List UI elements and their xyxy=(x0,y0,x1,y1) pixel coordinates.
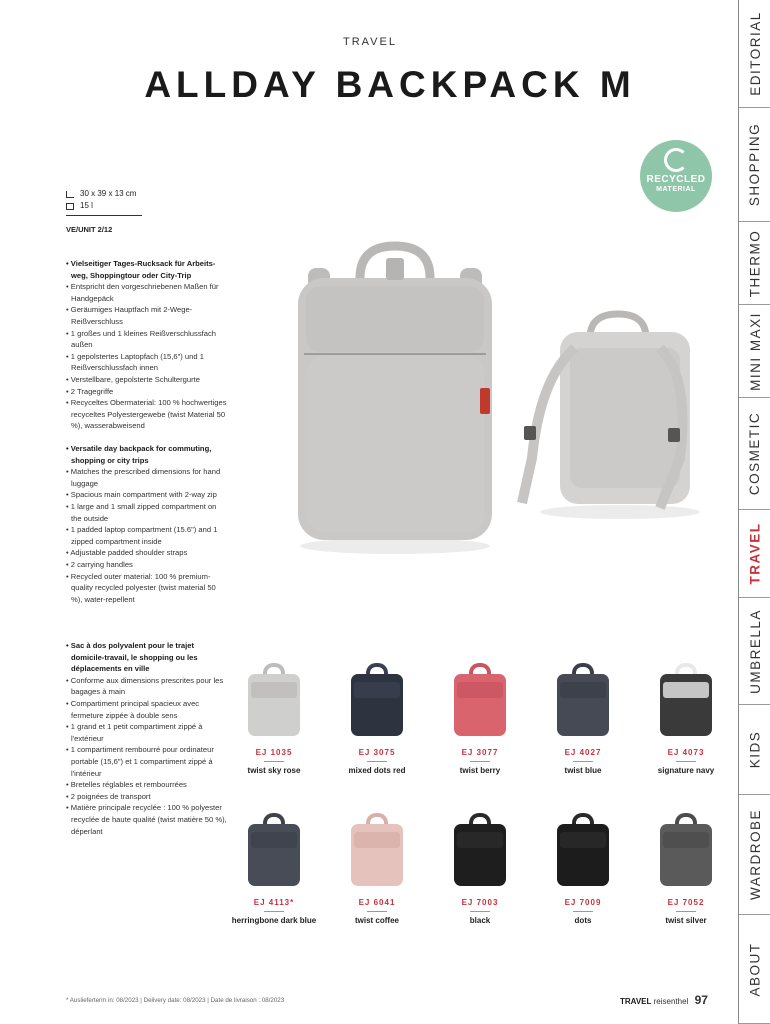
badge-line-2: MATERIAL xyxy=(656,186,696,193)
product-code: EJ 1035 xyxy=(255,748,293,757)
product-rule xyxy=(264,761,284,762)
hero-backpack-front-image xyxy=(290,238,500,558)
description-de xyxy=(66,258,228,432)
spec-volume xyxy=(66,200,136,212)
description-bullet: • 1 padded laptop compartment (15.6") and 1 zipped compartment inside xyxy=(66,524,228,547)
product-variant xyxy=(222,810,326,926)
description-bullet: • Spacious main compartment with 2-way zip xyxy=(66,489,228,501)
recycled-badge xyxy=(640,140,712,212)
footer-category: TRAVEL xyxy=(620,997,652,1006)
product-rule xyxy=(676,911,696,912)
description-bullet: • Matière principale recyclée : 100 % polyester recyclée de haute qualité (twist matière 50 %), déperlant xyxy=(66,802,228,837)
tab-editorial[interactable] xyxy=(739,0,770,108)
product-rule xyxy=(367,761,387,762)
product-name: twist berry xyxy=(459,766,501,775)
product-thumbnail xyxy=(449,810,511,888)
product-thumbnail xyxy=(552,660,614,738)
product-code: EJ 4027 xyxy=(564,748,602,757)
description-en xyxy=(66,443,228,605)
badge-line-1: RECYCLED xyxy=(646,174,706,185)
tab-shopping[interactable] xyxy=(739,108,770,222)
ve-unit: VE/UNIT 2/12 xyxy=(66,225,113,234)
product-variant xyxy=(222,660,326,776)
tab-label: TRAVEL xyxy=(747,522,763,585)
description-bullet: • Verstellbare, gepolsterte Schultergurte xyxy=(66,374,228,386)
product-variant xyxy=(325,810,429,926)
product-name: dots xyxy=(574,916,592,925)
product-name: twist blue xyxy=(564,766,602,775)
product-code: EJ 6041 xyxy=(358,898,396,907)
dimensions-icon xyxy=(66,191,74,198)
product-variant xyxy=(634,660,738,776)
product-rule xyxy=(573,911,593,912)
product-thumbnail xyxy=(552,810,614,888)
tab-label: SHOPPING xyxy=(747,122,763,207)
product-name: herringbone dark blue xyxy=(231,916,317,925)
product-thumbnail xyxy=(655,810,717,888)
tab-wardrobe[interactable] xyxy=(739,795,770,915)
product-thumbnail xyxy=(243,810,305,888)
recycle-icon xyxy=(664,148,688,172)
product-rule xyxy=(264,911,284,912)
product-name: black xyxy=(469,916,491,925)
tab-label: WARDROBE xyxy=(747,808,763,901)
tab-label: EDITORIAL xyxy=(747,11,763,96)
description-headline: • Vielseitiger Tages-Rucksack für Arbeitsweg, Shoppingtour oder City-Trip xyxy=(66,258,228,281)
category-label: TRAVEL xyxy=(343,36,397,48)
description-bullet: • Entspricht den vorgeschriebenen Maßen für Handgepäck xyxy=(66,281,228,304)
spec-block xyxy=(66,188,136,212)
description-bullet: • 1 gepolstertes Laptopfach (15,6") und 1 Reißverschlussfach innen xyxy=(66,351,228,374)
hero-backpack-back-image xyxy=(510,308,710,523)
product-name: mixed dots red xyxy=(348,766,406,775)
footer-brand: reisenthel xyxy=(653,997,689,1006)
description-bullet: • Bretelles réglables et rembourrées xyxy=(66,779,228,791)
tab-label: ABOUT xyxy=(747,941,763,997)
tab-label: THERMO xyxy=(747,229,763,297)
description-bullet: • Recycled outer material: 100 % premium-quality recycled polyester (twist material 50 %), water-repellent xyxy=(66,571,228,606)
tab-label: KIDS xyxy=(747,730,763,769)
product-thumbnail xyxy=(243,660,305,738)
page-title: ALLDAY BACKPACK M xyxy=(144,64,636,105)
description-bullet: • Matches the prescribed dimensions for hand luggage xyxy=(66,466,228,489)
tab-mini-maxi[interactable] xyxy=(739,305,770,398)
page-number: 97 xyxy=(694,993,708,1007)
page-footer xyxy=(620,993,708,1007)
tab-label: COSMETIC xyxy=(747,411,763,496)
product-variant xyxy=(325,660,429,776)
product-variant xyxy=(531,660,635,776)
tab-label: MINI MAXI xyxy=(747,311,763,391)
spec-dimensions xyxy=(66,188,136,200)
dimensions-value: 30 x 39 x 13 cm xyxy=(80,189,137,198)
description-bullet: • Geräumiges Hauptfach mit 2-Wege-Reißverschluss xyxy=(66,304,228,327)
tab-travel[interactable] xyxy=(739,510,770,598)
product-variant xyxy=(531,810,635,926)
description-bullet: • 2 poignées de transport xyxy=(66,791,228,803)
description-bullet: • Conforme aux dimensions prescrites pour les bagages à main xyxy=(66,675,228,698)
description-bullet: • 1 grand et 1 petit compartiment zippé à l'extérieur xyxy=(66,721,228,744)
footnote: * Auslieferterm in: 08/2023 | Delivery date: 08/2023 | Date de livraison : 08/2023 xyxy=(66,997,285,1004)
tab-thermo[interactable] xyxy=(739,222,770,305)
product-code: EJ 7052 xyxy=(667,898,705,907)
description-fr xyxy=(66,640,228,837)
product-name: twist coffee xyxy=(354,916,399,925)
product-rule xyxy=(676,761,696,762)
product-thumbnail xyxy=(346,810,408,888)
spec-divider xyxy=(66,215,142,216)
product-code: EJ 3077 xyxy=(461,748,499,757)
section-tabs xyxy=(738,0,770,1024)
tab-umbrella[interactable] xyxy=(739,598,770,705)
product-variant xyxy=(634,810,738,926)
product-variant xyxy=(428,810,532,926)
product-rule xyxy=(367,911,387,912)
product-code: EJ 7003 xyxy=(461,898,499,907)
description-bullet: • 2 carrying handles xyxy=(66,559,228,571)
product-rule xyxy=(573,761,593,762)
tab-kids[interactable] xyxy=(739,705,770,795)
product-code: EJ 4073 xyxy=(667,748,705,757)
product-code: EJ 4113* xyxy=(253,898,295,907)
product-code: EJ 3075 xyxy=(358,748,396,757)
description-bullet: • Recyceltes Obermaterial: 100 % hochwertiges recyceltes Polyestergewebe (twist Material 50 %), wasserabweisend xyxy=(66,397,228,432)
product-rule xyxy=(470,761,490,762)
product-variant xyxy=(428,660,532,776)
volume-icon xyxy=(66,203,74,210)
description-headline: • Versatile day backpack for commuting, shopping or city trips xyxy=(66,443,228,466)
description-bullet: • Compartiment principal spacieux avec fermeture zippée à double sens xyxy=(66,698,228,721)
tab-label: UMBRELLA xyxy=(747,608,763,694)
description-bullet: • 2 Tragegriffe xyxy=(66,386,228,398)
product-thumbnail xyxy=(655,660,717,738)
product-name: twist silver xyxy=(665,916,707,925)
product-name: signature navy xyxy=(657,766,715,775)
product-name: twist sky rose xyxy=(247,766,301,775)
product-rule xyxy=(470,911,490,912)
volume-value: 15 l xyxy=(80,201,93,210)
description-bullet: • 1 large and 1 small zipped compartment on the outside xyxy=(66,501,228,524)
description-bullet: • 1 großes und 1 kleines Reißverschlussfach außen xyxy=(66,328,228,351)
tab-cosmetic[interactable] xyxy=(739,398,770,510)
description-bullet: • 1 compartiment rembourré pour ordinateur portable (15,6") et 1 compartiment zippé à l'intérieur xyxy=(66,744,228,779)
description-bullet: • Adjustable padded shoulder straps xyxy=(66,547,228,559)
product-code: EJ 7009 xyxy=(564,898,602,907)
product-thumbnail xyxy=(449,660,511,738)
product-thumbnail xyxy=(346,660,408,738)
tab-about[interactable] xyxy=(739,915,770,1024)
description-headline: • Sac à dos polyvalent pour le trajet domicile-travail, le shopping ou les déplacements en ville xyxy=(66,640,228,675)
